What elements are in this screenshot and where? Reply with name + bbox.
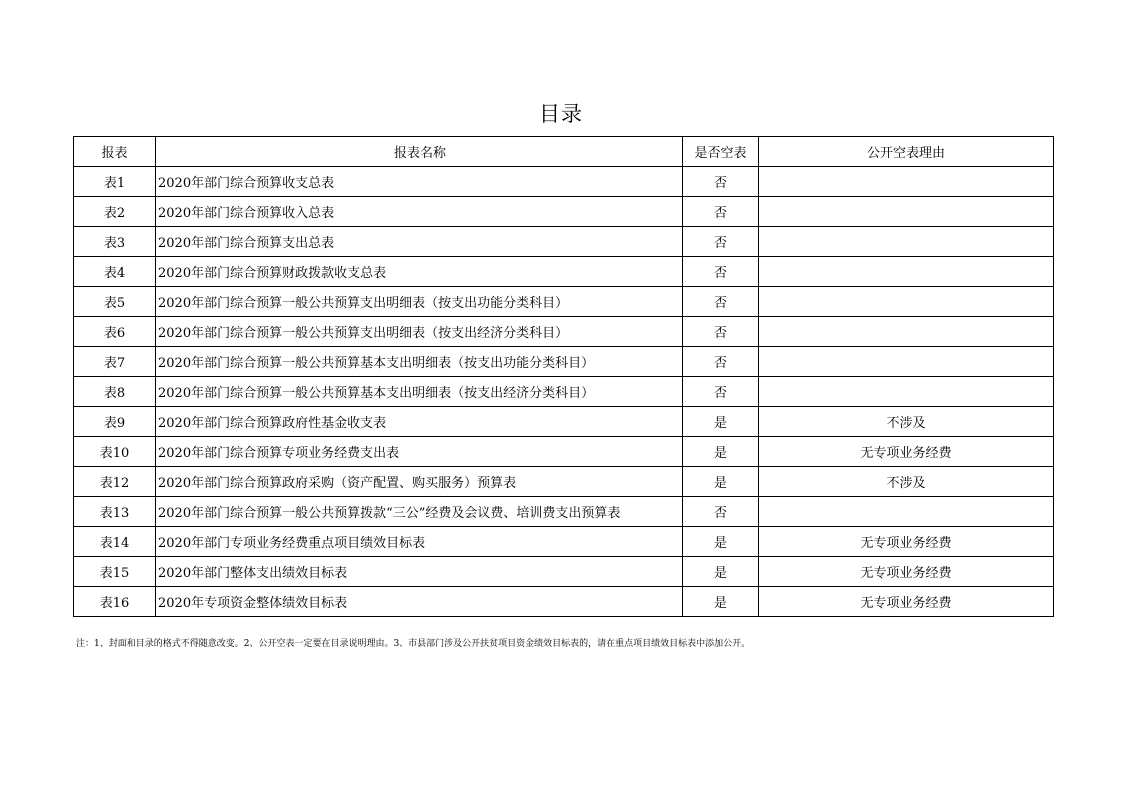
row-reason	[759, 377, 1054, 407]
row-is-empty: 是	[683, 407, 759, 437]
header-code: 报表	[74, 137, 156, 167]
row-is-empty: 否	[683, 347, 759, 377]
footnote: 注：1、封面和目录的格式不得随意改变。2、公开空表一定要在目录说明理由。3、市县部门涉及公开扶贫项目资金绩效目标表的，请在重点项目绩效目标表中添加公开。	[76, 639, 751, 649]
row-reason: 无专项业务经费	[759, 437, 1054, 467]
row-name: 2020年部门整体支出绩效目标表	[156, 557, 683, 587]
row-is-empty: 是	[683, 527, 759, 557]
table-row	[74, 257, 1054, 287]
row-is-empty: 是	[683, 467, 759, 497]
table-row	[74, 347, 1054, 377]
table-row	[74, 437, 1054, 467]
row-is-empty: 否	[683, 377, 759, 407]
row-name: 2020年部门综合预算政府采购（资产配置、购买服务）预算表	[156, 467, 683, 497]
table-row	[74, 587, 1054, 617]
table-row	[74, 467, 1054, 497]
row-code: 表9	[74, 407, 156, 437]
row-is-empty: 否	[683, 317, 759, 347]
row-code: 表1	[74, 167, 156, 197]
row-name: 2020年部门综合预算专项业务经费支出表	[156, 437, 683, 467]
row-name: 2020年部门专项业务经费重点项目绩效目标表	[156, 527, 683, 557]
row-reason	[759, 347, 1054, 377]
row-code: 表16	[74, 587, 156, 617]
row-reason	[759, 197, 1054, 227]
row-code: 表10	[74, 437, 156, 467]
row-is-empty: 是	[683, 587, 759, 617]
header-reason: 公开空表理由	[759, 137, 1054, 167]
row-name: 2020年部门综合预算一般公共预算基本支出明细表（按支出功能分类科目）	[156, 347, 683, 377]
table-row	[74, 167, 1054, 197]
table-row	[74, 287, 1054, 317]
row-reason	[759, 167, 1054, 197]
row-reason	[759, 317, 1054, 347]
row-name: 2020年专项资金整体绩效目标表	[156, 587, 683, 617]
row-code: 表14	[74, 527, 156, 557]
row-is-empty: 否	[683, 287, 759, 317]
row-is-empty: 否	[683, 197, 759, 227]
row-name: 2020年部门综合预算收入总表	[156, 197, 683, 227]
row-reason	[759, 287, 1054, 317]
row-code: 表7	[74, 347, 156, 377]
table-row	[74, 407, 1054, 437]
table-row	[74, 227, 1054, 257]
header-name: 报表名称	[156, 137, 683, 167]
row-code: 表15	[74, 557, 156, 587]
row-name: 2020年部门综合预算支出总表	[156, 227, 683, 257]
row-code: 表3	[74, 227, 156, 257]
row-reason	[759, 497, 1054, 527]
row-name: 2020年部门综合预算政府性基金收支表	[156, 407, 683, 437]
row-is-empty: 否	[683, 227, 759, 257]
row-is-empty: 否	[683, 257, 759, 287]
row-is-empty: 是	[683, 437, 759, 467]
row-name: 2020年部门综合预算一般公共预算基本支出明细表（按支出经济分类科目）	[156, 377, 683, 407]
row-code: 表8	[74, 377, 156, 407]
table-row	[74, 377, 1054, 407]
row-reason: 无专项业务经费	[759, 527, 1054, 557]
page-title: 目录	[539, 102, 583, 126]
row-is-empty: 是	[683, 557, 759, 587]
header-is-empty: 是否空表	[683, 137, 759, 167]
row-is-empty: 否	[683, 167, 759, 197]
row-code: 表6	[74, 317, 156, 347]
row-is-empty: 否	[683, 497, 759, 527]
directory-table	[73, 136, 1054, 617]
row-code: 表4	[74, 257, 156, 287]
table-header-row	[74, 137, 1054, 167]
row-name: 2020年部门综合预算财政拨款收支总表	[156, 257, 683, 287]
row-reason	[759, 257, 1054, 287]
table-row	[74, 557, 1054, 587]
table-row	[74, 497, 1054, 527]
table-row	[74, 197, 1054, 227]
table-row	[74, 527, 1054, 557]
row-reason: 不涉及	[759, 407, 1054, 437]
row-reason: 无专项业务经费	[759, 587, 1054, 617]
row-reason: 无专项业务经费	[759, 557, 1054, 587]
row-code: 表12	[74, 467, 156, 497]
table-row	[74, 317, 1054, 347]
row-reason	[759, 227, 1054, 257]
row-code: 表5	[74, 287, 156, 317]
row-name: 2020年部门综合预算一般公共预算拨款“三公”经费及会议费、培训费支出预算表	[156, 497, 683, 527]
row-name: 2020年部门综合预算一般公共预算支出明细表（按支出经济分类科目）	[156, 317, 683, 347]
row-name: 2020年部门综合预算一般公共预算支出明细表（按支出功能分类科目）	[156, 287, 683, 317]
row-code: 表2	[74, 197, 156, 227]
row-reason: 不涉及	[759, 467, 1054, 497]
row-code: 表13	[74, 497, 156, 527]
row-name: 2020年部门综合预算收支总表	[156, 167, 683, 197]
